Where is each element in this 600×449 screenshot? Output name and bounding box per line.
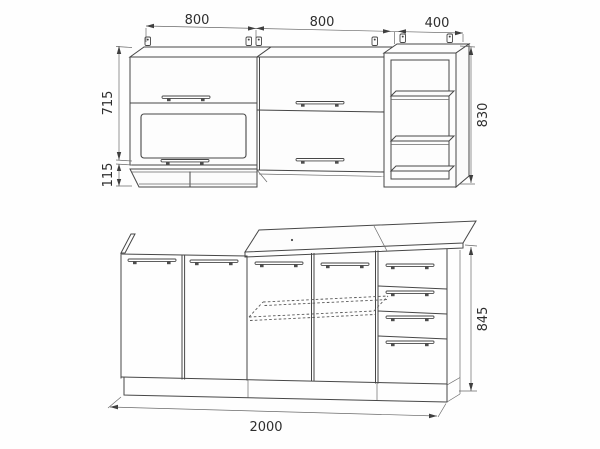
dim-label-845: 845: [476, 306, 491, 332]
base-cabinet-middle: [249, 251, 389, 383]
dim-label-400: 400: [424, 16, 450, 31]
unit-side-face: [456, 44, 469, 187]
door-handle: [190, 260, 238, 265]
door-handle: [128, 259, 176, 264]
unit-top-face: [384, 44, 469, 53]
dim-label-715: 715: [101, 90, 116, 116]
shelf: [391, 91, 454, 96]
plinth: [121, 377, 460, 402]
side-panel-top: [121, 234, 135, 253]
open-shelf-unit: [384, 44, 469, 187]
hanger-bracket-icon: [246, 37, 252, 46]
upper-cabinets-group: [130, 34, 469, 187]
dim-label-115: 115: [101, 162, 116, 188]
door-handle: [255, 262, 303, 267]
door-handle: [321, 263, 369, 268]
hanger-bracket-icon: [372, 37, 378, 46]
hanger-bracket-icon: [400, 34, 406, 43]
shelf: [391, 136, 454, 141]
dimension-widths-top: [146, 13, 463, 44]
cabinet-top-face: [257, 47, 399, 57]
wall-cabinet-left: [130, 47, 271, 187]
hanger-bracket-icon: [256, 37, 262, 46]
dimension-width-2000: [108, 397, 446, 435]
countertop-mark: [291, 239, 293, 241]
hanger-bracket-icon: [447, 34, 453, 43]
dimension-height-845: [459, 245, 491, 391]
dim-label-800-middle: 800: [309, 15, 335, 30]
shelf: [391, 166, 454, 171]
drawer-handle: [386, 264, 434, 269]
open-shelf-bottom: [130, 169, 257, 187]
hidden-shelf-dashed: [249, 296, 389, 321]
cabinet-front: [130, 57, 257, 165]
cabinet-top-face: [130, 47, 271, 57]
countertop-top-face: [245, 221, 476, 252]
base-cabinet-drawers: [378, 249, 460, 394]
dimension-height-115: [101, 163, 132, 188]
wall-cabinet-middle: [257, 47, 399, 182]
dim-label-2000: 2000: [249, 420, 283, 435]
cabinet-front: [257, 57, 385, 172]
base-cabinet-sink: [121, 234, 247, 380]
dim-label-800-left: 800: [184, 13, 210, 28]
drawer-handle: [386, 316, 434, 321]
dimension-height-715: [101, 46, 132, 161]
dim-label-830: 830: [476, 102, 491, 128]
drawer-handle: [386, 291, 434, 296]
countertop: [245, 221, 476, 257]
drawer-handle: [386, 341, 434, 346]
base-cabinets-group: [121, 221, 476, 402]
